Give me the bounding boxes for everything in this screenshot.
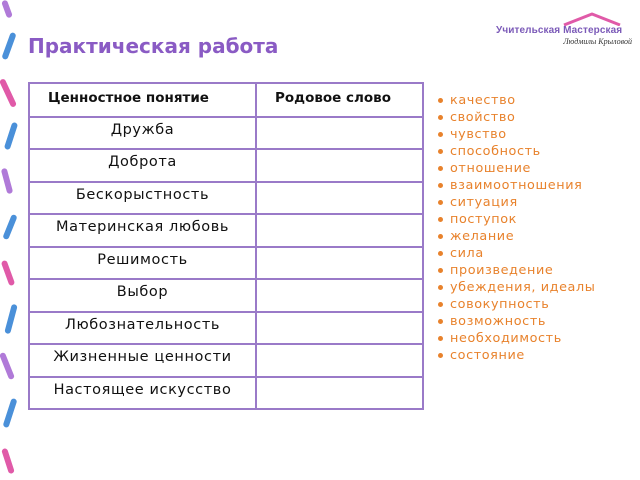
table-row: [29, 214, 423, 246]
edge-stroke: [3, 398, 18, 428]
edge-stroke: [1, 0, 13, 18]
answer-cell[interactable]: [256, 247, 423, 279]
concept-cell: Жизненные ценности: [29, 344, 256, 376]
list-item: ситуация: [436, 194, 622, 211]
table-row: [29, 344, 423, 376]
logo-main-text: Учительская Мастерская: [496, 25, 623, 36]
list-item: свойство: [436, 109, 622, 126]
list-item: убеждения, идеалы: [436, 279, 622, 296]
concept-cell: Материнская любовь: [29, 214, 256, 246]
edge-stroke: [0, 352, 15, 380]
edge-stroke: [1, 448, 15, 475]
page-title: Практическая работа: [28, 34, 279, 58]
list-item: способность: [436, 143, 622, 160]
concept-cell: Бескорыстность: [29, 182, 256, 214]
list-item: необходимость: [436, 330, 622, 347]
answer-cell[interactable]: [256, 312, 423, 344]
answer-cell[interactable]: [256, 344, 423, 376]
edge-stroke: [2, 214, 17, 240]
answer-cell[interactable]: [256, 117, 423, 149]
house-roof-icon: [562, 12, 622, 26]
list-item: произведение: [436, 262, 622, 279]
list-item: сила: [436, 245, 622, 262]
answer-cell[interactable]: [256, 377, 423, 410]
list-item: совокупность: [436, 296, 622, 313]
edge-stroke: [1, 168, 14, 195]
list-item: качество: [436, 92, 622, 109]
concept-cell: Любознательность: [29, 312, 256, 344]
generic-word-list: [436, 92, 622, 364]
list-item: чувство: [436, 126, 622, 143]
edge-stroke: [4, 304, 18, 335]
table-row: [29, 247, 423, 279]
logo-sub-text: Людмилы Крыловой: [563, 37, 632, 46]
logo: [496, 12, 636, 46]
concept-cell: Доброта: [29, 149, 256, 181]
edge-stroke: [0, 78, 17, 108]
values-table: [28, 82, 424, 410]
list-item: возможность: [436, 313, 622, 330]
decorative-edge-strokes: [0, 0, 26, 480]
list-item: отношение: [436, 160, 622, 177]
list-item: взаимоотношения: [436, 177, 622, 194]
edge-stroke: [1, 260, 16, 286]
table-row: [29, 312, 423, 344]
concept-cell: Решимость: [29, 247, 256, 279]
edge-stroke: [4, 122, 18, 150]
edge-stroke: [1, 32, 16, 60]
concept-cell: Выбор: [29, 279, 256, 311]
answer-cell[interactable]: [256, 279, 423, 311]
concept-cell: Настоящее искусство: [29, 377, 256, 410]
answer-cell[interactable]: [256, 149, 423, 181]
answer-cell[interactable]: [256, 182, 423, 214]
list-item: поступок: [436, 211, 622, 228]
list-item: желание: [436, 228, 622, 245]
header-generic-word: Родовое слово: [256, 83, 423, 117]
concept-cell: Дружба: [29, 117, 256, 149]
table-row: [29, 279, 423, 311]
table-row: [29, 117, 423, 149]
table-row: [29, 149, 423, 181]
table-header-row: [29, 83, 423, 117]
list-item: состояние: [436, 347, 622, 364]
header-concept: Ценностное понятие: [29, 83, 256, 117]
answer-cell[interactable]: [256, 214, 423, 246]
table-row: [29, 182, 423, 214]
table-row: [29, 377, 423, 410]
